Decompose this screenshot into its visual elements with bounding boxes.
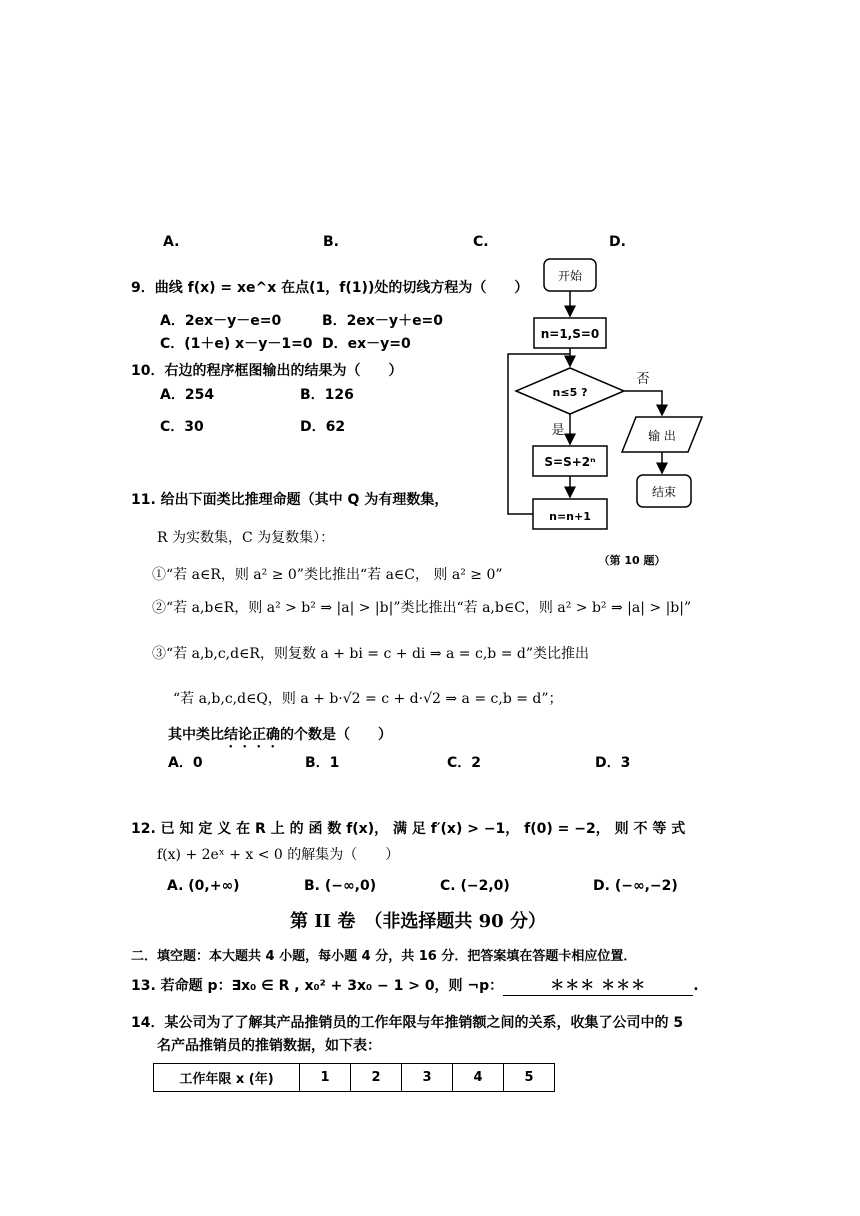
q8-option-a: A. (163, 234, 180, 250)
q11-item3-conclusion: “若 a,b,c,d∈Q，则 a + b·√2 = c + d·√2 ⇒ a = c,b = d”； (173, 691, 563, 707)
part2-title: 第 II 卷 （非选择题共 90 分） (290, 911, 546, 932)
q14-stem-line1: 14．某公司为了了解其产品推销员的工作年限与年推销额之间的关系，收集了公司中的 5 (131, 1015, 684, 1031)
table-header-cell: 工作年限 x (年) (154, 1064, 300, 1092)
section2-heading: 二．填空题：本大题共 4 小题，每小题 4 分，共 16 分．把答案填在答题卡相应位置． (131, 949, 637, 964)
q12-option-d: D. (−∞,−2) (593, 878, 678, 894)
flow-inc-label: n=n+1 (549, 510, 591, 523)
flow-no-label: 否 (636, 372, 650, 387)
q11-option-a: A．0 (168, 755, 203, 771)
q11-item2: ②“若 a,b∈R，则 a² > b² ⇒ |a| > |b|”类比推出“若 a,b∈C，则 a² > b² ⇒ |a| > |b|” (152, 600, 692, 616)
q13-stem: 13. 若命题 p：∃x₀ ∈ R , x₀² + 3x₀ − 1 > 0，则 ¬p： (131, 978, 504, 994)
q11-option-c: C．2 (447, 755, 482, 771)
q11-ask-post: 的个数是（ ） (280, 727, 392, 743)
q12-stem-line1: 12. 已 知 定 义 在 R 上 的 函 数 f(x)， 满 足 f′(x) > −1， f(0) = −2， 则 不 等 式 (131, 821, 686, 837)
table-cell: 4 (453, 1064, 504, 1092)
flow-output-label: 输 出 (648, 429, 676, 443)
q12-option-a: A. (0,+∞) (167, 878, 240, 894)
q10-stem: 10．右边的程序框图输出的结果为（ ） (131, 363, 403, 379)
table-cell: 1 (300, 1064, 351, 1092)
flow-start-label: 开始 (557, 269, 583, 283)
q9-option-b: B．2ex－y＋e=0 (322, 313, 444, 329)
flow-cond-label: n≤5 ? (552, 386, 588, 399)
q9-stem: 9．曲线 f(x) = xe^x 在点(1，f(1))处的切线方程为（ ） (131, 280, 529, 296)
q11-stem-line2: R 为实数集，C 为复数集）： (157, 530, 335, 546)
flowchart (500, 250, 740, 580)
q11-item1: ①“若 a∈R，则 a² ≥ 0”类比推出“若 a∈C， 则 a² ≥ 0” (152, 567, 503, 583)
q11-question (168, 724, 392, 751)
q8-option-b: B. (323, 234, 339, 250)
table-row (154, 1064, 555, 1092)
q8-option-d: D. (609, 234, 626, 250)
q12-option-b: B. (−∞,0) (304, 878, 377, 894)
q11-option-d: D．3 (595, 755, 631, 771)
q13-answer-blank: ＊＊＊ ＊＊＊ (503, 975, 693, 996)
q9-option-a: A．2ex－y－e=0 (160, 313, 282, 329)
q12-option-c: C. (−2,0) (440, 878, 510, 894)
table-cell: 5 (504, 1064, 555, 1092)
table-cell: 2 (351, 1064, 402, 1092)
q10-option-a: A．254 (160, 387, 215, 403)
q8-option-c: C. (473, 234, 489, 250)
q11-stem-line1: 11. 给出下面类比推理命题（其中 Q 为有理数集， (131, 492, 449, 508)
q9-option-c: C．(1＋e) x－y－1=0 (160, 336, 313, 352)
q14-stem-line2: 名产品推销员的推销数据，如下表： (157, 1038, 381, 1054)
flow-sum-label: S=S+2ⁿ (544, 455, 596, 469)
q13 (131, 975, 699, 996)
q11-option-b: B．1 (305, 755, 340, 771)
q14-table (153, 1063, 555, 1092)
flow-end-label: 结束 (651, 485, 677, 499)
q10-option-b: B．126 (300, 387, 354, 403)
table-cell: 3 (402, 1064, 453, 1092)
q10-option-c: C．30 (160, 419, 204, 435)
q11-ask-pre: 其中类比 (168, 727, 224, 743)
q11-ask-emphasis: 结论正确 (224, 727, 280, 743)
q11-item3: ③“若 a,b,c,d∈R，则复数 a + bi = c + di ⇒ a = c,b = d”类比推出 (152, 646, 589, 662)
q10-option-d: D．62 (300, 419, 346, 435)
q9-option-d: D．ex－y=0 (322, 336, 411, 352)
flow-yes-label: 是 (551, 423, 565, 438)
q13-end: . (693, 978, 699, 994)
flow-caption: （第 10 题） (598, 554, 666, 567)
q12-stem-line2: f(x) + 2eˣ + x < 0 的解集为（ ） (157, 847, 400, 863)
flow-init-label: n=1,S=0 (540, 327, 600, 341)
